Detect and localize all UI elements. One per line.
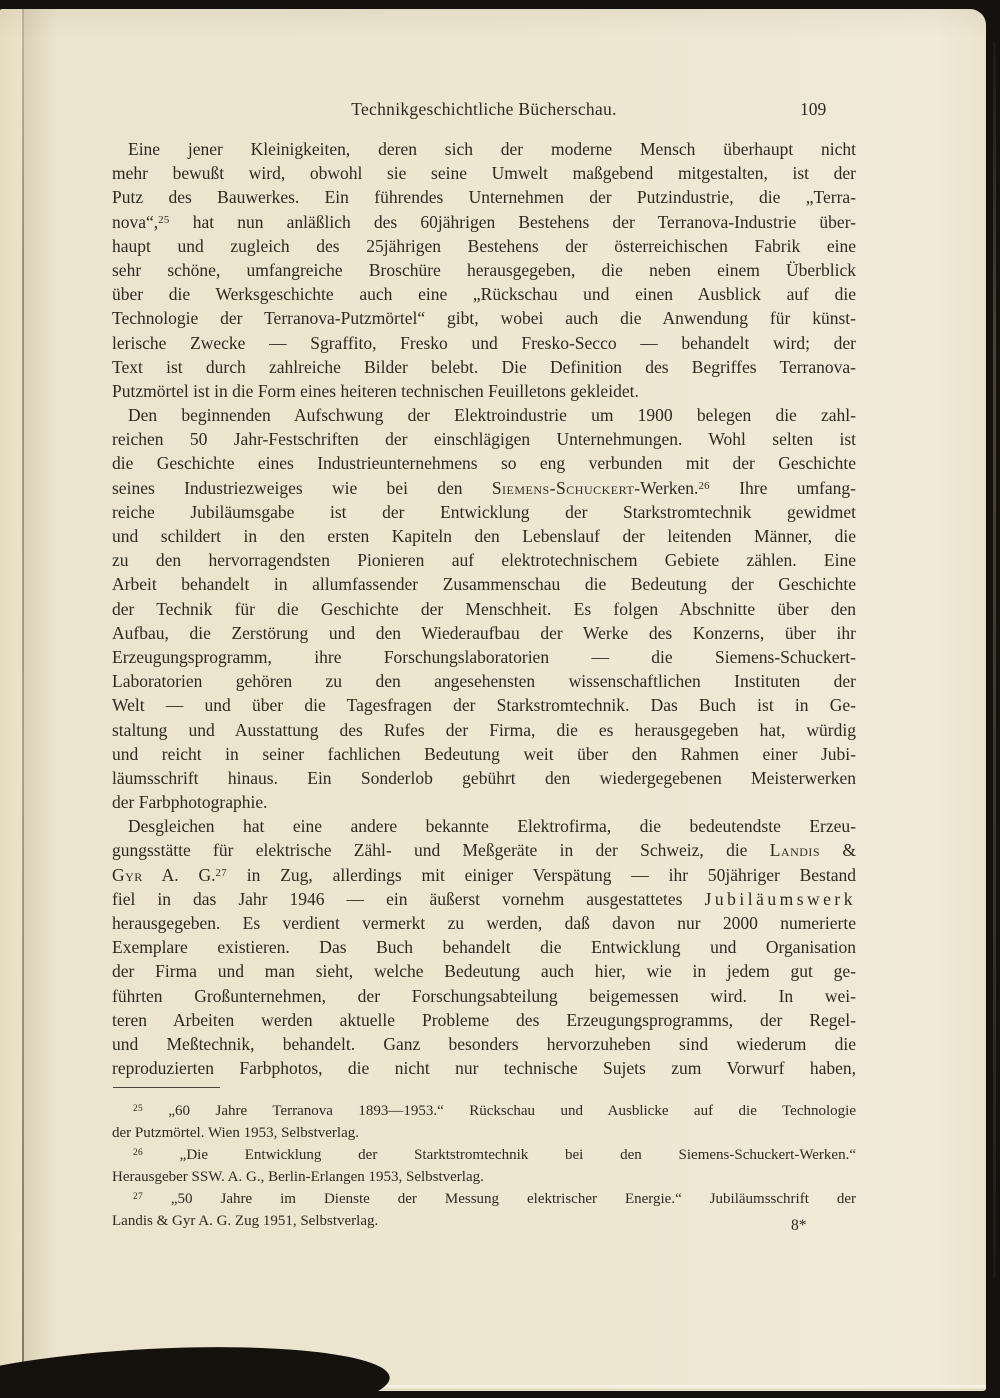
header-title: Technikgeschichtliche Bücherschau. [351, 99, 617, 119]
paragraph [112, 814, 856, 1080]
text-segment: reichen 50 Jahr-Festschriften der einschlägigen Unternehmungen. Wohl selten ist [112, 429, 856, 450]
text-line [112, 1210, 856, 1232]
text-line [112, 935, 856, 959]
text-segment: zu den hervorragendsten Pionieren auf elektrotechnischem Gebiete zählen. Eine [112, 550, 856, 571]
text-segment: A. G. [142, 864, 216, 885]
text-line [112, 210, 856, 234]
text-line [112, 863, 856, 887]
text-segment: Putz des Bauwerkes. Ein führendes Unternehmen der Putzindustrie, die „Terra- [112, 187, 856, 208]
text-line [112, 984, 856, 1008]
text-segment: „60 Jahre Terranova 1893—1953.“ Rückschau und Ausblicke auf die Technologie [142, 1103, 856, 1119]
text-line [112, 1008, 856, 1032]
text-line [112, 306, 856, 330]
text-segment: Welt — und über die Tagesfragen der Starkstromtechnik. Das Buch ist in Ge- [112, 695, 856, 716]
footnote-reference: 26 [698, 479, 710, 492]
text-line [112, 838, 856, 862]
text-segment: in Zug, allerdings mit einiger Verspätung — ihr 50jähriger Bestand [226, 864, 856, 885]
text-line [112, 234, 856, 258]
text-line [112, 500, 856, 524]
page-header [112, 99, 856, 125]
text-segment: Exemplare existieren. Das Buch behandelt die Entwicklung und Organisation [112, 937, 856, 958]
text-line [112, 1166, 856, 1188]
text-segment: reproduzierten Farbphotos, die nicht nur technische Sujets zum Vorwurf haben, [112, 1058, 856, 1079]
text-line [112, 137, 856, 161]
text-segment: der Putzmörtel. Wien 1953, Selbstverlag. [112, 1125, 359, 1141]
text-segment: Technologie der Terranova-Putzmörtel“ gibt, wobei auch die Anwendung für künst- [112, 308, 856, 329]
text-line [112, 548, 856, 572]
text-line [112, 572, 856, 596]
text-segment: haupt und zugleich des 25jährigen Bestehens der österreichischen Fabrik eine [112, 235, 856, 256]
paragraph [112, 1144, 856, 1188]
paragraph [112, 1100, 856, 1144]
text-line [112, 185, 856, 209]
book-page [0, 9, 986, 1391]
text-line [112, 959, 856, 983]
footnotes-section [112, 1100, 856, 1232]
footnote-reference: 27 [215, 866, 227, 879]
page-number: 109 [800, 99, 827, 119]
signature-mark: 8* [791, 1217, 807, 1234]
text-line [112, 887, 856, 911]
text-line [112, 718, 856, 742]
text-segment: Gyr [112, 864, 143, 885]
text-line [112, 621, 856, 645]
text-segment: lerische Zwecke — Sgraffito, Fresko und Fresko-Secco — behandelt wird; der [112, 332, 856, 353]
text-segment: sehr schöne, umfangreiche Broschüre herausgegeben, die neben einem Überblick [112, 259, 856, 280]
text-segment: reiche Jubiläumsgabe ist der Entwicklung der Starkstromtechnik gewidmet [112, 501, 856, 522]
text-segment: und schildert in den ersten Kapiteln den Lebenslauf der leitenden Männer, die [112, 526, 856, 546]
text-segment: der Farbphotographie. [112, 792, 268, 813]
text-segment: Eine jener Kleinigkeiten, deren sich der moderne Mensch überhaupt nicht [128, 139, 856, 159]
text-line [112, 1056, 856, 1080]
text-segment: Arbeit behandelt in allumfassender Zusammenschau die Bedeutung der Geschichte [112, 574, 856, 595]
text-line [112, 645, 856, 669]
body-text [112, 137, 856, 1080]
text-segment: „Die Entwicklung der Starktstromtechnik bei den Siemens-Schuckert-Werken.“ [142, 1147, 856, 1163]
text-segment: Laboratorien gehören zu den angesehensten wissenschaftlichen Instituten der [112, 671, 856, 692]
text-segment: läumsschrift hinaus. Ein Sonderlob gebührt den wiedergegebenen Meisterwerken [112, 767, 856, 788]
text-line [112, 379, 856, 403]
text-segment: gungsstätte für elektrische Zähl- und Meßgeräte in der Schweiz, die [112, 840, 770, 861]
text-line [112, 451, 856, 475]
text-line [112, 1032, 856, 1056]
footnote-reference: 25 [158, 213, 170, 226]
paragraph [112, 403, 856, 814]
text-segment: Jubiläumswerk [704, 888, 856, 909]
text-segment: teren Arbeiten werden aktuelle Probleme des Erzeugungsprogramms, der Regel- [112, 1009, 856, 1030]
text-segment: fiel in das Jahr 1946 — ein äußerst vornehm ausgestattetes [112, 888, 705, 909]
text-line [112, 427, 856, 451]
text-line [112, 1122, 856, 1144]
text-line [112, 1144, 856, 1166]
text-segment: über die Werksgeschichte auch eine „Rückschau und einen Ausblick auf die [112, 284, 856, 305]
text-segment: der Technik für die Geschichte der Menschheit. Es folgen Abschnitte über den [112, 598, 856, 619]
text-line [112, 355, 856, 379]
text-line [112, 790, 856, 814]
text-line [112, 597, 856, 621]
footnote-reference: 25 [133, 1103, 143, 1114]
text-line [112, 476, 856, 500]
text-segment: hat nun anläßlich des 60jährigen Bestehens der Terranova-Industrie über- [169, 211, 856, 232]
text-segment: nova“, [112, 211, 159, 232]
text-segment: Ihre umfang- [709, 477, 856, 498]
text-line [112, 911, 856, 935]
text-line [112, 1100, 856, 1122]
text-segment: und reicht in seiner fachlichen Bedeutung weit über den Rahmen einer Jubi- [112, 743, 856, 764]
text-segment: „50 Jahre im Dienste der Messung elektrischer Energie.“ Jubiläumsschrift der [142, 1191, 856, 1207]
text-segment: staltung und Ausstattung des Rufes der Firma, die es herausgegeben hat, würdig [112, 719, 856, 740]
text-segment: mehr bewußt wird, obwohl sie seine Umwelt maßgebend mitgestalten, ist der [112, 163, 856, 184]
text-segment: Erzeugungsprogramm, ihre Forschungslaboratorien — die Siemens-Schuckert- [112, 646, 856, 667]
text-line [112, 669, 856, 693]
text-line [112, 258, 856, 282]
text-segment: seines Industriezweiges wie bei den [112, 477, 492, 498]
text-line [112, 766, 856, 790]
book-page-edges [993, 42, 996, 1278]
text-segment: Text ist durch zahlreiche Bilder belebt. Die Definition des Begriffes Terranova- [112, 356, 856, 377]
footnote-reference: 27 [133, 1191, 143, 1202]
text-segment: Landis & Gyr A. G. Zug 1951, Selbstverlag. [112, 1213, 379, 1229]
paragraph [112, 1188, 856, 1232]
text-line [112, 403, 856, 427]
text-line [112, 693, 856, 717]
text-segment: Desgleichen hat eine andere bekannte Elektrofirma, die bedeutendste Erzeu- [128, 816, 856, 837]
text-segment: Landis [769, 840, 821, 861]
text-segment: Herausgeber SSW. A. G., Berlin-Erlangen 1953, Selbstverlag. [112, 1169, 484, 1185]
text-segment: & [820, 840, 856, 861]
text-segment: Den beginnenden Aufschwung der Elektroindustrie um 1900 belegen die zahl- [128, 405, 856, 426]
text-segment: herausgegeben. Es verdient vermerkt zu werden, daß davon nur 2000 numerierte [112, 913, 856, 933]
text-line [112, 161, 856, 185]
text-segment: Aufbau, die Zerstörung und den Wiederaufbau der Werke des Konzerns, über ihr [112, 622, 856, 643]
text-line [112, 524, 856, 548]
footnote-separator [113, 1087, 220, 1088]
text-segment: die Geschichte eines Industrieunternehmens so eng verbunden mit der Geschichte [112, 453, 856, 474]
gutter-shading [23, 9, 57, 1391]
text-segment: Putzmörtel ist in die Form eines heiteren technischen Feuilletons gekleidet. [112, 380, 639, 401]
text-line [112, 814, 856, 838]
text-segment: und Meßtechnik, behandelt. Ganz besonders hervorzuheben sind wiederum die [112, 1033, 856, 1054]
text-line [112, 742, 856, 766]
text-segment: Siemens-Schuckert [491, 477, 635, 498]
page-bottom-shadow [0, 1336, 392, 1391]
text-segment: der Firma und man sieht, welche Bedeutung auch hier, wie in jedem gut ge- [112, 961, 856, 982]
footnote-reference: 26 [133, 1147, 143, 1158]
text-segment: -Werken. [634, 477, 699, 498]
text-line [112, 1188, 856, 1210]
text-segment: führten Großunternehmen, der Forschungsabteilung beigemessen wird. In wei- [112, 985, 856, 1006]
text-line [112, 282, 856, 306]
paragraph [112, 137, 856, 403]
text-line [112, 331, 856, 355]
